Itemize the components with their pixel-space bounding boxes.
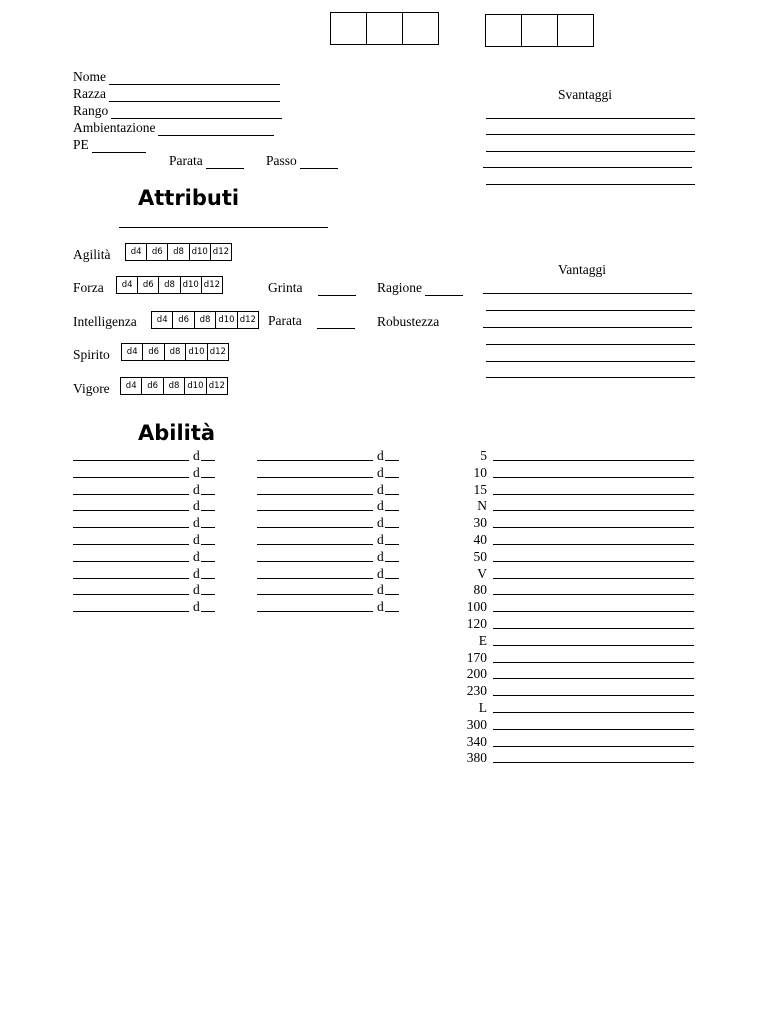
- xp-advance-input[interactable]: [493, 510, 694, 511]
- vantaggi-line[interactable]: [483, 327, 692, 328]
- skill-name-input[interactable]: [257, 527, 373, 528]
- skill-die-prefix: d: [377, 565, 384, 581]
- xp-threshold: 80: [473, 582, 487, 598]
- ragione-label: Ragione: [377, 280, 422, 295]
- skill-die-input[interactable]: [201, 477, 215, 478]
- attribute-label-vigore: Vigore: [73, 381, 110, 396]
- skill-die-input[interactable]: [385, 510, 399, 511]
- skill-name-input[interactable]: [257, 477, 373, 478]
- field-rango-input[interactable]: [111, 106, 282, 119]
- die-d4[interactable]: d4: [126, 244, 147, 260]
- dice-selector-spirito: [121, 343, 229, 361]
- skill-row: [73, 566, 218, 582]
- field-grinta: [268, 280, 356, 296]
- svantaggi-line[interactable]: [486, 134, 695, 135]
- skill-name-input[interactable]: [73, 477, 189, 478]
- skill-die-prefix: d: [377, 464, 384, 480]
- skill-name-input[interactable]: [257, 494, 373, 495]
- die-d12[interactable]: d12: [209, 347, 226, 357]
- skill-die-input[interactable]: [201, 611, 215, 612]
- parata-input[interactable]: [317, 316, 355, 329]
- xp-row: [461, 549, 697, 565]
- skill-row: [73, 482, 218, 498]
- attributi-heading: Attributi: [138, 186, 240, 210]
- skill-die-input[interactable]: [385, 594, 399, 595]
- xp-row: [461, 734, 697, 750]
- xp-advance-input[interactable]: [493, 611, 694, 612]
- die-d8[interactable]: d8: [164, 378, 185, 394]
- vantaggi-line[interactable]: [483, 293, 692, 294]
- xp-advance-input[interactable]: [493, 729, 694, 730]
- field-parata: [268, 313, 355, 329]
- skill-row: [257, 532, 402, 548]
- top-box[interactable]: [521, 14, 558, 47]
- attribute-label-intelligenza: Intelligenza: [73, 314, 137, 329]
- field-rango-label: Rango: [73, 103, 109, 118]
- xp-row: [461, 633, 697, 649]
- field-nome-input[interactable]: [109, 72, 280, 85]
- skill-die-prefix: d: [377, 582, 384, 598]
- skill-row: [257, 599, 402, 615]
- skill-name-input[interactable]: [73, 611, 189, 612]
- xp-advance-input[interactable]: [493, 561, 694, 562]
- skill-row: [257, 498, 402, 514]
- field-ragione: [377, 280, 463, 296]
- die-d6[interactable]: d6: [173, 312, 194, 328]
- xp-threshold: 120: [466, 616, 487, 631]
- skill-die-prefix: d: [193, 532, 200, 547]
- xp-threshold: N: [477, 498, 487, 514]
- top-box-group-right: [486, 14, 594, 47]
- xp-threshold: 170: [466, 649, 487, 665]
- field-nome: [73, 69, 280, 85]
- attributi-underline: [119, 227, 328, 228]
- skill-name-input[interactable]: [257, 594, 373, 595]
- die-d10[interactable]: d10: [190, 244, 211, 260]
- skill-die-prefix: d: [193, 464, 200, 480]
- die-d4[interactable]: d4: [122, 344, 143, 360]
- skill-name-input[interactable]: [73, 527, 189, 528]
- xp-threshold: 100: [466, 599, 487, 615]
- die-d6[interactable]: d6: [138, 277, 159, 293]
- xp-row: [461, 599, 697, 615]
- skill-row: [257, 549, 402, 565]
- field-pe-input[interactable]: [92, 140, 146, 153]
- skill-die-input[interactable]: [385, 561, 399, 562]
- dice-selector-vigore: [120, 377, 228, 395]
- skill-row: [73, 515, 218, 531]
- xp-threshold: L: [478, 700, 487, 715]
- vantaggi-line[interactable]: [486, 377, 695, 378]
- field-ambientazione: [73, 120, 274, 136]
- skill-die-prefix: d: [377, 481, 384, 497]
- svantaggi-line[interactable]: [483, 167, 692, 168]
- die-d10[interactable]: d10: [181, 277, 202, 293]
- passo-label: Passo: [266, 153, 297, 168]
- xp-threshold: 15: [473, 481, 487, 497]
- parata-top-input[interactable]: [206, 156, 244, 169]
- die-d4[interactable]: d4: [117, 277, 138, 293]
- xp-advance-input[interactable]: [493, 460, 694, 461]
- skill-die-input[interactable]: [385, 527, 399, 528]
- vantaggi-title: Vantaggi: [558, 262, 606, 277]
- die-d12[interactable]: d12: [208, 381, 225, 391]
- xp-row: [461, 582, 697, 598]
- top-box[interactable]: [366, 12, 403, 45]
- skill-die-input[interactable]: [385, 477, 399, 478]
- field-ambientazione-input[interactable]: [158, 123, 274, 136]
- skill-row: [73, 448, 218, 464]
- xp-advance-input[interactable]: [493, 712, 694, 713]
- skill-die-input[interactable]: [201, 510, 215, 511]
- xp-advance-input[interactable]: [493, 695, 694, 696]
- skill-name-input[interactable]: [257, 544, 373, 545]
- die-d12[interactable]: d12: [239, 315, 256, 325]
- die-d8[interactable]: d8: [195, 312, 216, 328]
- die-d8[interactable]: d8: [159, 277, 180, 293]
- skill-name-input[interactable]: [257, 578, 373, 579]
- xp-threshold: 30: [473, 515, 487, 531]
- skill-die-prefix: d: [377, 599, 384, 615]
- skill-name-input[interactable]: [73, 594, 189, 595]
- xp-threshold: 40: [473, 532, 487, 547]
- field-pe-label: PE: [73, 137, 89, 152]
- skill-name-input[interactable]: [257, 561, 373, 562]
- xp-row: [461, 700, 697, 716]
- xp-threshold: 230: [466, 683, 487, 699]
- xp-row: [461, 515, 697, 531]
- skill-die-input[interactable]: [201, 527, 215, 528]
- skill-row: [73, 599, 218, 615]
- skill-die-prefix: d: [377, 548, 384, 564]
- xp-advance-input[interactable]: [493, 477, 694, 478]
- xp-advance-input[interactable]: [493, 628, 694, 629]
- xp-row: [461, 465, 697, 481]
- xp-advance-input[interactable]: [493, 544, 694, 545]
- skill-row: [257, 465, 402, 481]
- die-d8[interactable]: d8: [165, 344, 186, 360]
- skill-name-input[interactable]: [73, 578, 189, 579]
- skill-die-prefix: d: [377, 515, 384, 531]
- xp-advance-input[interactable]: [493, 594, 694, 595]
- xp-row: [461, 448, 697, 464]
- skill-die-input[interactable]: [385, 494, 399, 495]
- dice-selector-forza: [116, 276, 223, 294]
- skill-die-input[interactable]: [385, 544, 399, 545]
- skill-name-input[interactable]: [73, 494, 189, 495]
- xp-row: [461, 532, 697, 548]
- die-d10[interactable]: d10: [216, 312, 237, 328]
- xp-threshold: 10: [473, 464, 487, 480]
- xp-row: [461, 498, 697, 514]
- skill-die-prefix: d: [377, 498, 384, 514]
- die-d6[interactable]: d6: [142, 378, 163, 394]
- top-box[interactable]: [330, 12, 367, 45]
- parata-label: Parata: [268, 313, 302, 328]
- ragione-input[interactable]: [425, 283, 463, 296]
- abilita-heading: Abilità: [138, 421, 216, 445]
- skill-die-prefix: d: [193, 481, 200, 497]
- skill-die-input[interactable]: [201, 494, 215, 495]
- skill-die-prefix: d: [193, 515, 200, 531]
- skill-name-input[interactable]: [257, 460, 373, 461]
- vantaggi-line[interactable]: [486, 344, 695, 345]
- field-razza-label: Razza: [73, 86, 106, 101]
- attribute-label-spirito: Spirito: [73, 347, 110, 362]
- xp-threshold: 50: [473, 548, 487, 564]
- xp-threshold: V: [477, 565, 487, 581]
- field-razza: [73, 86, 280, 102]
- skill-row: [73, 532, 218, 548]
- field-razza-input[interactable]: [109, 89, 280, 102]
- xp-advance-input[interactable]: [493, 762, 694, 763]
- top-box[interactable]: [557, 14, 594, 47]
- skill-row: [257, 566, 402, 582]
- die-d10[interactable]: d10: [185, 378, 206, 394]
- skill-name-input[interactable]: [257, 611, 373, 612]
- field-rango: [73, 103, 282, 119]
- skill-name-input[interactable]: [73, 561, 189, 562]
- skill-die-input[interactable]: [201, 594, 215, 595]
- parata-top-label: Parata: [169, 153, 203, 168]
- field-pe: [73, 137, 146, 153]
- xp-threshold: 380: [466, 750, 487, 766]
- xp-advance-input[interactable]: [493, 678, 694, 679]
- svantaggi-line[interactable]: [486, 151, 695, 152]
- xp-row: [461, 566, 697, 582]
- attribute-label-forza: Forza: [73, 280, 104, 295]
- skill-name-input[interactable]: [73, 544, 189, 545]
- top-box[interactable]: [402, 12, 439, 45]
- skill-die-prefix: d: [193, 448, 200, 463]
- top-box-group-left: [331, 12, 439, 45]
- attribute-label-agilita: Agilità: [73, 247, 111, 262]
- svantaggi-title: Svantaggi: [558, 87, 612, 102]
- xp-threshold: 300: [466, 716, 487, 732]
- skill-die-input[interactable]: [201, 544, 215, 545]
- xp-row: [461, 666, 697, 682]
- xp-row: [461, 750, 697, 766]
- skill-die-input[interactable]: [385, 611, 399, 612]
- skill-die-prefix: d: [193, 565, 200, 581]
- skill-row: [257, 482, 402, 498]
- die-d12[interactable]: d12: [212, 247, 230, 257]
- skill-row: [73, 549, 218, 565]
- top-box[interactable]: [485, 14, 522, 47]
- xp-advance-input[interactable]: [493, 662, 694, 663]
- skill-row: [257, 582, 402, 598]
- skill-die-input[interactable]: [201, 561, 215, 562]
- skill-die-input[interactable]: [201, 578, 215, 579]
- die-d10[interactable]: d10: [186, 344, 207, 360]
- xp-row: [461, 650, 697, 666]
- xp-advance-input[interactable]: [493, 527, 694, 528]
- grinta-input[interactable]: [318, 283, 356, 296]
- xp-threshold: 200: [466, 666, 487, 682]
- skill-die-input[interactable]: [385, 460, 399, 461]
- skill-name-input[interactable]: [257, 510, 373, 511]
- passo-input[interactable]: [300, 156, 338, 169]
- die-d12[interactable]: d12: [203, 280, 221, 290]
- field-ambientazione-label: Ambientazione: [73, 120, 156, 135]
- skill-die-prefix: d: [193, 582, 200, 598]
- field-passo: [266, 153, 338, 169]
- xp-advance-input[interactable]: [493, 578, 694, 579]
- xp-threshold: 5: [480, 448, 487, 463]
- xp-threshold: 340: [466, 733, 487, 749]
- skill-die-prefix: d: [377, 532, 384, 547]
- xp-row: [461, 717, 697, 733]
- xp-advance-input[interactable]: [493, 494, 694, 495]
- svantaggi-line[interactable]: [486, 118, 695, 119]
- grinta-label: Grinta: [268, 280, 303, 295]
- dice-selector-intelligenza: [151, 311, 259, 329]
- xp-threshold: E: [478, 632, 487, 648]
- skill-row: [257, 448, 402, 464]
- dice-selector-agilita: [125, 243, 232, 261]
- xp-row: [461, 683, 697, 699]
- skill-row: [73, 498, 218, 514]
- die-d6[interactable]: d6: [143, 344, 164, 360]
- skill-die-prefix: d: [193, 548, 200, 564]
- skill-die-input[interactable]: [385, 578, 399, 579]
- die-d4[interactable]: d4: [121, 378, 142, 394]
- xp-row: [461, 616, 697, 632]
- vantaggi-line[interactable]: [486, 310, 695, 311]
- skill-row: [73, 465, 218, 481]
- skill-die-input[interactable]: [201, 460, 215, 461]
- skill-die-prefix: d: [377, 448, 384, 463]
- svantaggi-line[interactable]: [486, 184, 695, 185]
- skill-die-prefix: d: [193, 498, 200, 514]
- skill-row: [73, 582, 218, 598]
- robustezza-label: Robustezza: [377, 314, 440, 329]
- xp-advance-input[interactable]: [493, 746, 694, 747]
- vantaggi-line[interactable]: [486, 361, 695, 362]
- die-d4[interactable]: d4: [152, 312, 173, 328]
- field-nome-label: Nome: [73, 69, 106, 84]
- skill-die-prefix: d: [193, 599, 200, 615]
- xp-row: [461, 482, 697, 498]
- die-d8[interactable]: d8: [168, 244, 189, 260]
- skill-row: [257, 515, 402, 531]
- xp-advance-input[interactable]: [493, 645, 694, 646]
- skill-name-input[interactable]: [73, 510, 189, 511]
- skill-name-input[interactable]: [73, 460, 189, 461]
- field-parata-top: [169, 153, 244, 169]
- die-d6[interactable]: d6: [147, 244, 168, 260]
